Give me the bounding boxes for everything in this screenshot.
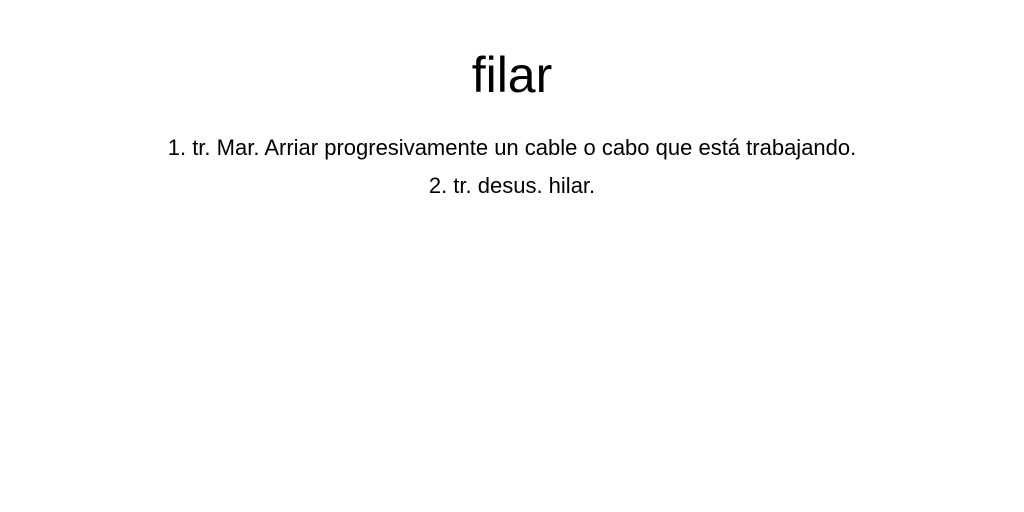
definition-2: 2. tr. desus. hilar. [428, 173, 596, 198]
definition-1: 1. tr. Mar. Arriar progresivamente un cable o cabo que está trabajando. [167, 135, 857, 160]
definitions-list [0, 129, 1024, 205]
headword-title: filar [471, 47, 553, 103]
